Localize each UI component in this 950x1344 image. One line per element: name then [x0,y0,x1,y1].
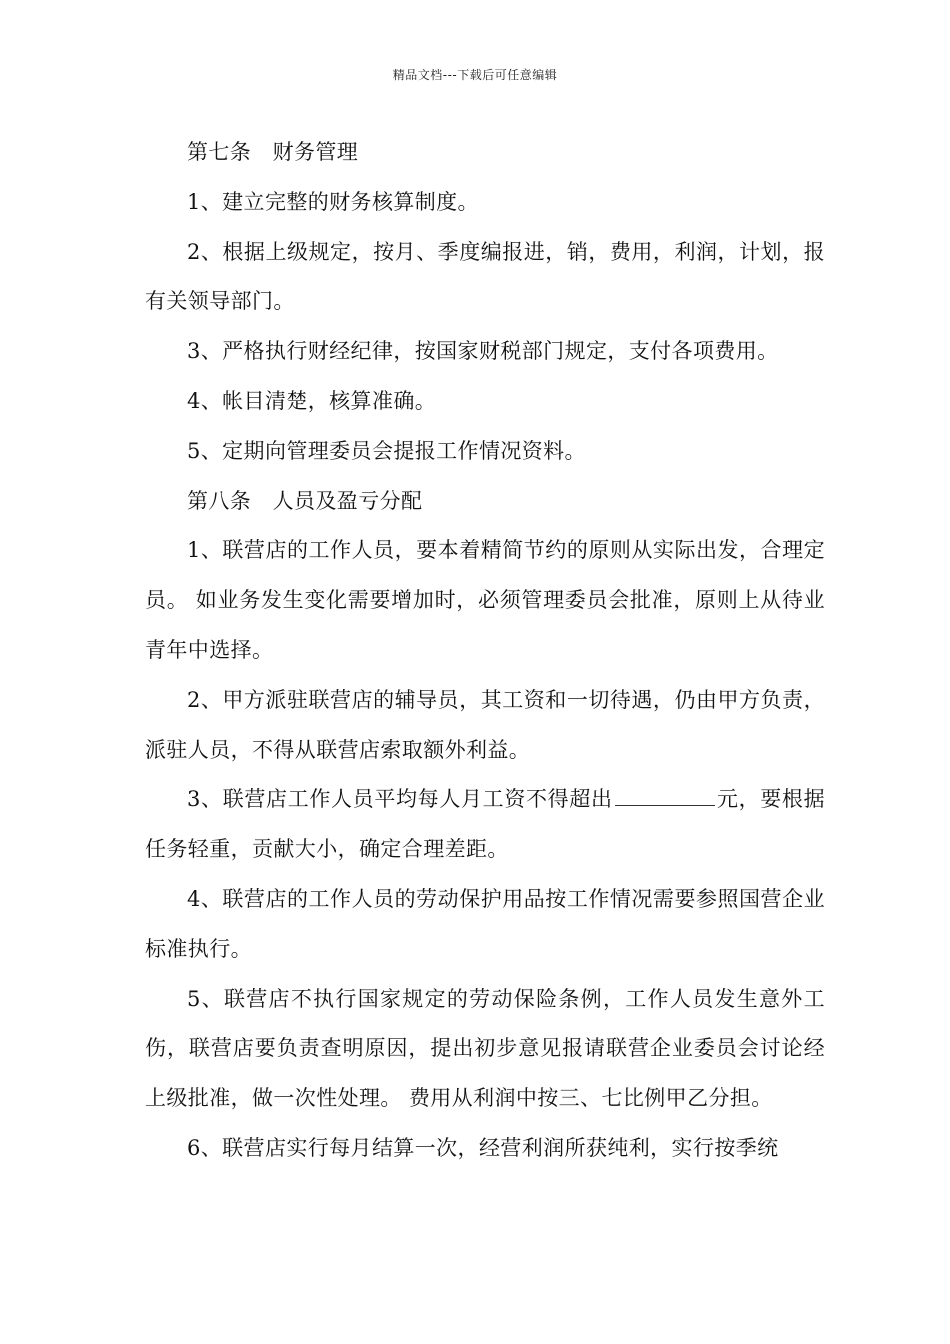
section-8-item-6: 6、联营店实行每月结算一次，经营利润所获纯利，实行按季统 [187,1135,779,1160]
section-7-item-4: 4、帐目清楚，核算准确。 [187,388,437,413]
section-8-item-5: 5、联营店不执行国家规定的劳动保险条例，工作人员发生意外工伤，联营店要负责查明原因，提出初步意见报请联营企业委员会讨论经上级批准，做一次性处理。 费用从利润中按三、七比例甲乙分担。 [145,986,825,1111]
section-8-item-4: 4、联营店的工作人员的劳动保护用品按工作情况需要参照国营企业标准执行。 [145,886,825,961]
page-header: 精品文档---下载后可任意编辑 [392,68,558,82]
section-8-item-3-text-before: 3、联营店工作人员平均每人月工资不得超出 [187,787,613,812]
section-8-item-3 [145,775,825,875]
section-8-item-2: 2、甲方派驻联营店的辅导员，其工资和一切待遇，仍由甲方负责，派驻人员，不得从联营店索取额外利益。 [145,687,825,762]
section-8-title: 第八条 人员及盈亏分配 [187,488,423,513]
document-body [145,128,825,1174]
section-7-item-2: 2、根据上级规定，按月、季度编报进，销，费用，利润，计划，报有关领导部门。 [145,239,825,314]
section-8-item-3-text-after: 元，要根据任务轻重，贡献大小，确定合理差距。 [145,787,825,862]
section-8-item-1: 1、联营店的工作人员，要本着精简节约的原则从实际出发，合理定员。 如业务发生变化需要增加时，必须管理委员会批准，原则上从待业青年中选择。 [145,538,825,662]
section-7-item-5: 5、定期向管理委员会提报工作情况资料。 [187,438,586,463]
section-7-item-3: 3、严格执行财经纪律，按国家财税部门规定，支付各项费用。 [187,339,779,364]
section-7-item-1: 1、建立完整的财务核算制度。 [187,189,479,214]
salary-blank-line [615,783,715,806]
section-7-title: 第七条 财务管理 [187,140,359,164]
